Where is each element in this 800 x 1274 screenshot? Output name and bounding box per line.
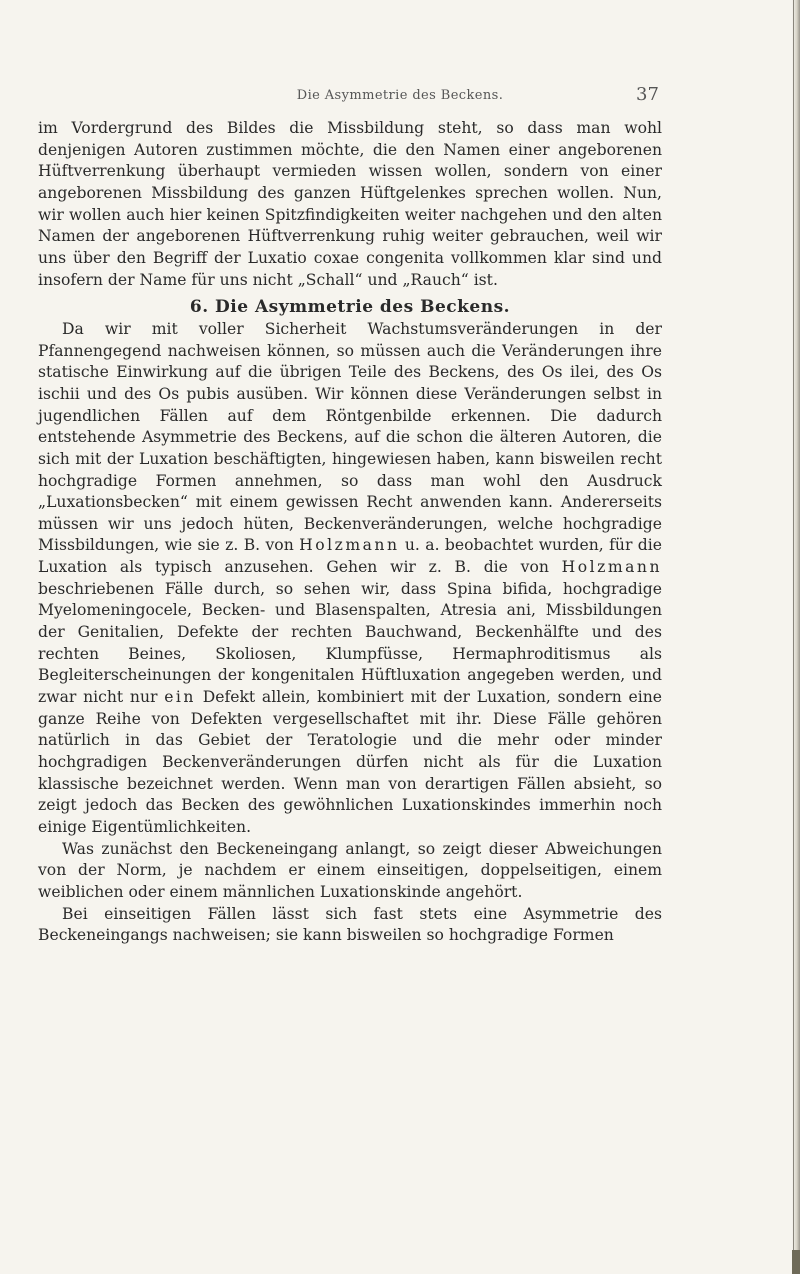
section-heading: 6. Die Asymmetrie des Beckens. bbox=[189, 297, 511, 318]
paragraph-beckeneingang: Was zunächst den Beckeneingang anlangt, so zeigt dieser Abweichungen von der Norm, je nachdem er einem einseitigen, doppelseitigen, einem weiblichen oder einem männlichen Luxationskinde angehört. bbox=[38, 839, 662, 901]
body-text bbox=[38, 118, 662, 947]
emphasis-word: ein bbox=[164, 688, 196, 707]
paragraph-asymmetry bbox=[38, 319, 662, 839]
scan-edge-line bbox=[793, 0, 794, 1274]
paragraph-text: u. a. beobachtet wurden, für die Luxation als typisch anzusehen. Gehen wir z. B. die von bbox=[38, 536, 663, 577]
author-name: Holzmann bbox=[299, 536, 400, 555]
paragraph-text: Defekt allein, kombiniert mit der Luxation, sondern eine ganze Reihe von Defekten vergesellschaftet mit ihr. Diese Fälle gehören natürlich in das Gebiet der Teratologie und die mehr oder minder hochgradigen Beckenveränderungen dürfen nicht als für die Luxation klassische bezeichnet werden. Wenn man von derartigen Fällen absieht, so zeigt jedoch das Becken des gewöhnlichen Luxationskindes immerhin noch einige Eigentümlichkeiten. bbox=[38, 688, 662, 836]
paragraph-continuation: im Vordergrund des Bildes die Missbildung steht, so dass man wohl denjenigen Autoren zustimmen möchte, die den Namen einer angeborenen Hüftverrenkung überhaupt vermieden wissen wollen, sondern von einer angeborenen Missbildung des ganzen Hüftgelenkes sprechen wollen. Nun, wir wollen auch hier keinen Spitzfindigkeiten weiter nachgehen und den alten Namen der angeborenen Hüftverrenkung ruhig weiter gebrauchen, weil wir uns über den Begriff der Luxatio coxae congenita vollkommen klar sind und insofern der Name für uns nicht „Schall“ und „Rauch“ ist. bbox=[38, 119, 662, 289]
paragraph-text: beschriebenen Fälle durch, so sehen wir, dass Spina bifida, hochgradige Myelomeningocele, Becken- und Blasenspalten, Atresia ani, Missbildungen der Genitalien, Defekte der rechten Bauchwand, Beckenhälfte und des rechten Beines, Skoliosen, Klumpfüsse, Hermaphroditismus als Begleiterscheinungen der kongenitalen Hüftluxation angegeben werden, und zwar nicht nur bbox=[38, 579, 662, 707]
running-title: Die Asymmetrie des Beckens. bbox=[296, 88, 504, 103]
author-name: Holzmann bbox=[561, 558, 662, 577]
page-number: 37 bbox=[636, 84, 659, 105]
paragraph-text: Da wir mit voller Sicherheit Wachstumsveränderungen in der Pfannengegend nachweisen können, so müssen auch die Veränderungen ihre statische Einwirkung auf die übrigen Teile des Beckens, des Os ilei, des Os ischii und des Os pubis ausüben. Wir können diese Veränderungen selbst in jugendlichen Fällen auf dem Röntgenbilde erkennen. Die dadurch entstehende Asymmetrie des Beckens, auf die schon die älteren Autoren, die sich mit der Luxation beschäftigten, hingewiesen haben, kann bisweilen recht hochgradige Formen annehmen, so dass man wohl den Ausdruck „Luxationsbecken“ mit einem gewissen Recht anwenden kann. Andererseits müssen wir uns jedoch hüten, Beckenveränderungen, welche hochgradige Missbildungen, wie sie z. B. von bbox=[38, 319, 662, 555]
scan-corner-mark bbox=[792, 1250, 800, 1274]
paragraph-einseitig: Bei einseitigen Fällen lässt sich fast stets eine Asymmetrie des Beckeneingangs nachweisen; sie kann bisweilen so hochgradige Formen bbox=[38, 904, 662, 945]
